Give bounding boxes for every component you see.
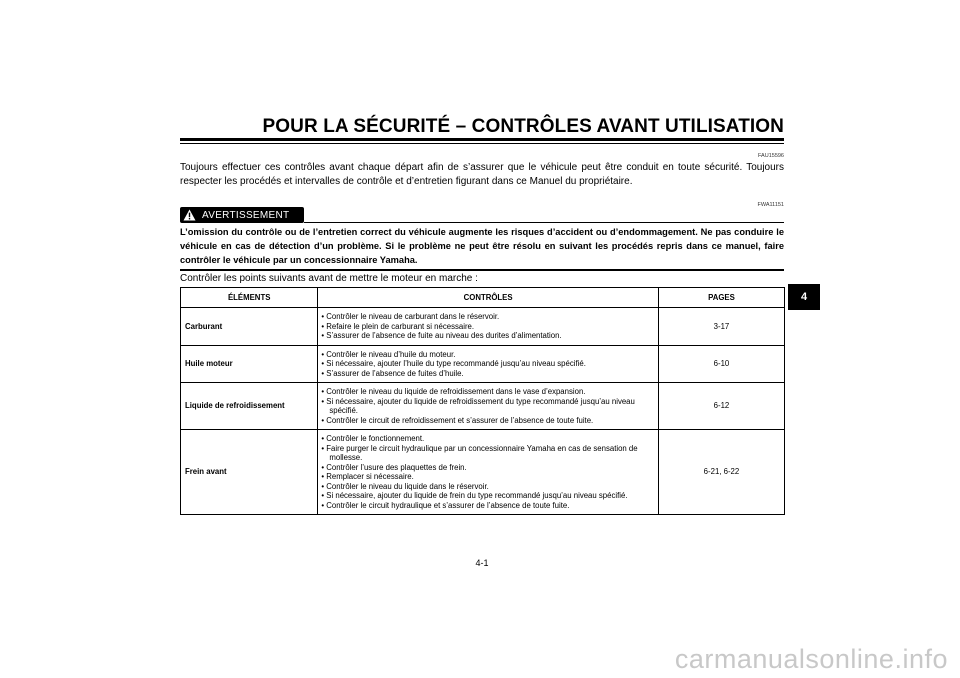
check-list — [321, 387, 655, 425]
row-pages: 6-21, 6-22 — [658, 430, 784, 515]
row-element: Huile moteur — [181, 345, 318, 383]
reference-code-warning: FWA11151 — [757, 202, 784, 208]
check-item: • Contrôler le niveau du liquide dans le réservoir. — [321, 482, 655, 492]
check-item: • Contrôler le niveau d’huile du moteur. — [321, 350, 655, 360]
warning-rule — [304, 222, 784, 223]
warning-label: AVERTISSEMENT — [202, 209, 290, 221]
check-item: • Contrôler le niveau de carburant dans le réservoir. — [321, 312, 655, 322]
header-pages: PAGES — [658, 288, 784, 308]
check-item: • Contrôler le circuit hydraulique et s’assurer de l’absence de toute fuite. — [321, 501, 655, 511]
title-rule-thin — [180, 143, 784, 144]
check-item: • Faire purger le circuit hydraulique par un concessionnaire Yamaha en cas de sensation de mollesse. — [321, 444, 655, 463]
row-element: Liquide de refroidissement — [181, 383, 318, 430]
warning-text: L’omission du contrôle ou de l’entretien correct du véhicule augmente les risques d’accident ou d’endommagement. Ne pas conduire le véhicule en cas de détection d’un problème. Si le problème ne peut être résolu en suivant les procédés repris dans ce manuel, faire contrôler le véhicule par un concessionnaire Yamaha. — [180, 227, 784, 265]
check-list — [321, 434, 655, 510]
check-item: • S’assurer de l’absence de fuites d’huile. — [321, 369, 655, 379]
warning-triangle-icon — [180, 207, 198, 223]
table-row — [181, 345, 785, 383]
row-pages: 6-10 — [658, 345, 784, 383]
row-pages: 3-17 — [658, 308, 784, 346]
check-list — [321, 312, 655, 341]
title-rule — [180, 138, 784, 141]
check-item: • Contrôler le fonctionnement. — [321, 434, 655, 444]
watermark: carmanualsonline.info — [674, 644, 948, 674]
table-header-row — [181, 288, 785, 308]
checks-table — [180, 287, 785, 515]
warning-end-rule — [180, 269, 784, 271]
check-item: • Si nécessaire, ajouter du liquide de frein du type recommandé jusqu’au niveau spécifié. — [321, 491, 655, 501]
intro-paragraph: Toujours effectuer ces contrôles avant chaque départ afin de s’assurer que le véhicule peut être conduit en toute sécurité. Toujours respecter les procédés et intervalles de contrôle et d’entretien figurant dans ce Manuel du propriétaire. — [180, 162, 784, 187]
chapter-tab: 4 — [788, 284, 820, 310]
table-row — [181, 430, 785, 515]
reference-code-intro: FAU15596 — [758, 153, 784, 159]
check-item: • Contrôler le circuit de refroidissement et s’assurer de l’absence de toute fuite. — [321, 416, 655, 426]
page-title: POUR LA SÉCURITÉ – CONTRÔLES AVANT UTILISATION — [262, 116, 784, 137]
row-element: Frein avant — [181, 430, 318, 515]
check-item: • Remplacer si nécessaire. — [321, 472, 655, 482]
page-number: 4-1 — [475, 558, 489, 568]
check-item: • Contrôler le niveau du liquide de refroidissement dans le vase d’expansion. — [321, 387, 655, 397]
check-item: • S’assurer de l’absence de fuite au niveau des durites d’alimentation. — [321, 331, 655, 341]
table-row — [181, 383, 785, 430]
check-item: • Si nécessaire, ajouter du liquide de refroidissement du type recommandé jusqu’au niveau spécifié. — [321, 397, 655, 416]
row-pages: 6-12 — [658, 383, 784, 430]
check-item: • Contrôler l’usure des plaquettes de frein. — [321, 463, 655, 473]
header-checks: CONTRÔLES — [318, 288, 659, 308]
header-elements: ÉLÉMENTS — [181, 288, 318, 308]
row-element: Carburant — [181, 308, 318, 346]
check-item: • Si nécessaire, ajouter l’huile du type recommandé jusqu’au niveau spécifié. — [321, 359, 655, 369]
checklist-lead: Contrôler les points suivants avant de mettre le moteur en marche : — [180, 273, 478, 284]
check-list — [321, 350, 655, 379]
table-row — [181, 308, 785, 346]
check-item: • Refaire le plein de carburant si nécessaire. — [321, 322, 655, 332]
warning-badge — [180, 207, 304, 223]
